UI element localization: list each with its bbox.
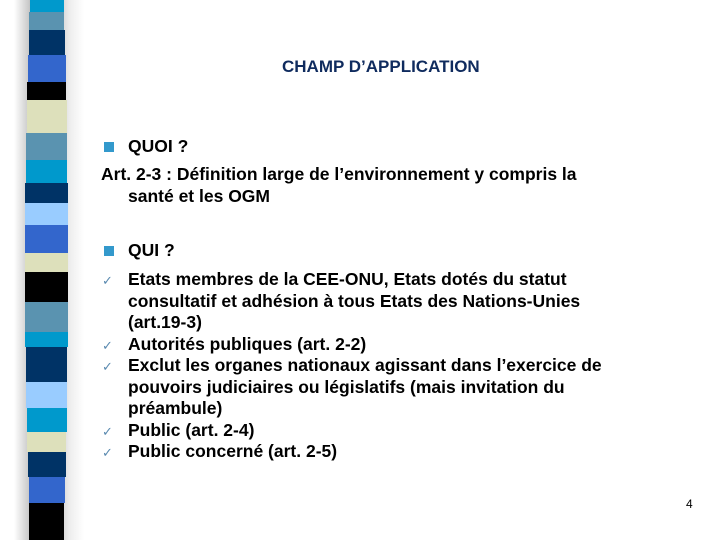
stripe-band — [25, 302, 68, 332]
qui-item-line: Public concerné (art. 2-5) — [128, 441, 338, 461]
stripe-band — [27, 82, 66, 100]
square-bullet-icon — [104, 142, 114, 152]
stripe-band — [25, 332, 67, 347]
quoi-text-1: Art. 2-3 : Définition large de l’environnement y compris la — [101, 164, 577, 184]
qui-heading: QUI ? — [128, 240, 175, 260]
stripe-band — [29, 30, 65, 55]
qui-item-line: Public (art. 2-4) — [128, 419, 255, 440]
checkmark-icon: ✓ — [102, 359, 113, 374]
quoi-text-2: santé et les OGM — [128, 186, 270, 206]
stripe-band — [25, 183, 67, 203]
qui-item-line: Etats membres de la CEE-ONU, Etats dotés du statut — [128, 269, 567, 289]
checkmark-icon: ✓ — [102, 337, 113, 353]
stripe-band — [27, 408, 67, 432]
stripe-band — [25, 203, 68, 225]
stripe-band — [30, 0, 64, 12]
stripe-band — [25, 272, 68, 302]
quoi-heading: QUOI ? — [128, 136, 189, 156]
stripe-band — [25, 253, 68, 272]
stripe-band — [27, 432, 66, 452]
qui-item-line: pouvoirs judiciaires ou législatifs (mais invitation du — [128, 376, 565, 397]
slide-title: CHAMP D’APPLICATION — [282, 57, 480, 76]
stripe-band — [26, 382, 67, 408]
checkmark-icon: ✓ — [102, 445, 113, 460]
stripe-band — [26, 133, 67, 160]
stripe-band — [29, 12, 64, 30]
qui-item-line: préambule) — [128, 398, 223, 418]
qui-item-line: Exclut les organes nationaux agissant dans l’exercice de — [128, 355, 602, 375]
stripe-band — [29, 477, 66, 503]
stripe-band — [26, 347, 68, 382]
qui-item-line: (art.19-3) — [128, 312, 202, 332]
checkmark-icon: ✓ — [102, 423, 113, 439]
stripe-band — [28, 55, 65, 82]
stripe-band — [29, 503, 64, 540]
stripe-band — [26, 160, 68, 183]
qui-item-line: consultatif et adhésion à tous Etats des Nations-Unies — [128, 290, 581, 311]
stripe-band — [25, 225, 68, 253]
square-bullet-icon — [104, 246, 114, 256]
qui-item-line: Autorités publiques (art. 2-2) — [128, 333, 367, 354]
page-number: 4 — [686, 497, 693, 511]
decorative-stripe — [0, 0, 100, 540]
checkmark-icon: ✓ — [102, 273, 113, 288]
stripe-band — [27, 100, 67, 133]
stripe-band — [28, 452, 66, 477]
